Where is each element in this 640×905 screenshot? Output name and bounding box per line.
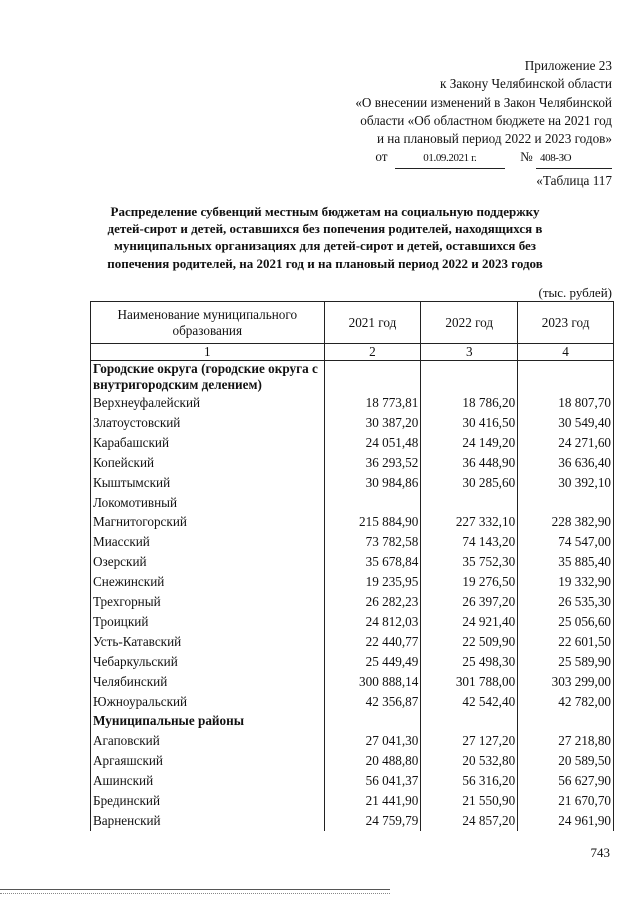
value-2023: 56 627,90 [518,771,614,791]
value-2022: 27 127,20 [421,731,518,751]
law-reference: «О внесении изменений в Закон Челябинской [355,94,612,110]
value-2021: 20 488,80 [324,751,421,771]
value-2023: 22 601,50 [518,632,614,652]
section-title: Городские округа (городские округа с внутригородским делением) [91,361,325,394]
municipality-name: Магнитогорский [91,512,325,532]
value-2022: 25 498,30 [421,652,518,672]
municipality-name: Чебаркульский [91,652,325,672]
municipality-name: Брединский [91,791,325,811]
units-label: (тыс. рублей) [538,285,612,300]
column-number: 3 [421,344,518,361]
law-reference: и на плановый период 2022 и 2023 годов» [376,131,612,147]
municipality-name: Троицкий [91,612,325,632]
law-number: 408-ЗО [536,149,612,168]
subvention-table [90,301,614,831]
table-row [91,811,614,831]
table-row [91,572,614,592]
value-2021: 35 678,84 [324,552,421,572]
value-2021: 24 812,03 [324,612,421,632]
value-2023: 26 535,30 [518,592,614,612]
column-header-2022: 2022 год [421,302,518,344]
municipality-name: Челябинский [91,672,325,692]
value-2022: 227 332,10 [421,512,518,532]
table-row [91,692,614,712]
value-2022: 56 316,20 [421,771,518,791]
column-number: 2 [324,344,421,361]
value-2021: 30 387,20 [324,413,421,433]
municipality-name: Агаповский [91,731,325,751]
value-2021: 300 888,14 [324,672,421,692]
value-2023: 20 589,50 [518,751,614,771]
table-row [91,632,614,652]
appendix-label: Приложение 23 [524,58,612,73]
column-number-row [91,344,614,361]
municipality-name: Аргаяшский [91,751,325,771]
value-2023: 25 056,60 [518,612,614,632]
table-row [91,552,614,572]
section-title: Муниципальные районы [91,712,325,732]
value-2023: 42 782,00 [518,692,614,712]
value-2022 [421,493,518,513]
section-row [91,712,614,732]
law-reference: к Закону Челябинской области [440,76,612,92]
municipality-name: Южноуральский [91,692,325,712]
value-2021: 73 782,58 [324,532,421,552]
column-number: 1 [91,344,325,361]
value-2021: 24 759,79 [324,811,421,831]
table-row [91,393,614,413]
page-number: 743 [590,845,610,860]
table-row [91,592,614,612]
value-2021: 42 356,87 [324,692,421,712]
municipality-name: Трехгорный [91,592,325,612]
table-row [91,672,614,692]
value-2022: 74 143,20 [421,532,518,552]
value-2022: 18 786,20 [421,393,518,413]
value-2023: 74 547,00 [518,532,614,552]
value-2021: 24 051,48 [324,433,421,453]
value-2023: 30 392,10 [518,473,614,493]
footer-rule [0,889,390,890]
value-2021: 21 441,90 [324,791,421,811]
value-2022: 26 397,20 [421,592,518,612]
value-2023: 30 549,40 [518,413,614,433]
section-row [91,361,614,394]
value-2023: 24 961,90 [518,811,614,831]
municipality-name: Варненский [91,811,325,831]
table-row [91,493,614,513]
value-2022: 42 542,40 [421,692,518,712]
municipality-name: Ашинский [91,771,325,791]
value-2022: 35 752,30 [421,552,518,572]
table-row [91,473,614,493]
value-2022: 24 857,20 [421,811,518,831]
value-2021: 27 041,30 [324,731,421,751]
value-2021: 25 449,49 [324,652,421,672]
municipality-name: Усть-Катавский [91,632,325,652]
value-2023: 27 218,80 [518,731,614,751]
table-header-row [91,302,614,344]
table-row [91,652,614,672]
municipality-name: Миасский [91,532,325,552]
table-row [91,433,614,453]
value-2021: 30 984,86 [324,473,421,493]
municipality-name: Верхнеуфалейский [91,393,325,413]
value-2021 [324,493,421,513]
value-2022: 36 448,90 [421,453,518,473]
value-2022: 30 416,50 [421,413,518,433]
municipality-name: Копейский [91,453,325,473]
value-2022: 24 149,20 [421,433,518,453]
table-row [91,453,614,473]
value-2023: 25 589,90 [518,652,614,672]
table-row [91,791,614,811]
table-row [91,731,614,751]
value-2022: 20 532,80 [421,751,518,771]
table-row [91,751,614,771]
table-row [91,413,614,433]
column-number: 4 [518,344,614,361]
municipality-name: Озерский [91,552,325,572]
value-2023 [518,493,614,513]
law-date: 01.09.2021 г. [395,149,505,168]
value-2023: 19 332,90 [518,572,614,592]
table-row [91,512,614,532]
value-2021: 18 773,81 [324,393,421,413]
table-row [91,771,614,791]
value-2021: 22 440,77 [324,632,421,652]
value-2023: 21 670,70 [518,791,614,811]
municipality-name: Снежинский [91,572,325,592]
municipality-name: Кыштымский [91,473,325,493]
value-2023: 35 885,40 [518,552,614,572]
value-2023: 303 299,00 [518,672,614,692]
value-2023: 24 271,60 [518,433,614,453]
table-label: «Таблица 117 [536,173,612,188]
municipality-name: Локомотивный [91,493,325,513]
column-header-name: Наименование муниципального образования [91,302,325,344]
value-2022: 22 509,90 [421,632,518,652]
municipality-name: Карабашский [91,433,325,453]
value-2022: 301 788,00 [421,672,518,692]
column-header-2021: 2021 год [324,302,421,344]
value-2021: 56 041,37 [324,771,421,791]
page-title: Распределение субвенций местным бюджетам на социальную поддержку детей-сирот и детей, оставшихся без попечения родителей, находящихся в муниципальных организациях для детей-сирот и детей, оставшихся без попечения родителей, на 2021 год и на плановый период 2022 и 2023 годов [107,204,543,271]
footer-rule [0,893,390,894]
value-2022: 24 921,40 [421,612,518,632]
value-2021: 19 235,95 [324,572,421,592]
municipality-name: Златоустовский [91,413,325,433]
table-row [91,532,614,552]
table-row [91,612,614,632]
value-2022: 19 276,50 [421,572,518,592]
value-2023: 228 382,90 [518,512,614,532]
number-label: № [520,149,533,165]
value-2022: 30 285,60 [421,473,518,493]
value-2021: 36 293,52 [324,453,421,473]
date-number-line [375,148,612,168]
document-header [355,57,612,169]
value-2023: 18 807,70 [518,393,614,413]
value-2022: 21 550,90 [421,791,518,811]
value-2021: 26 282,23 [324,592,421,612]
value-2023: 36 636,40 [518,453,614,473]
from-label: от [375,149,388,165]
value-2021: 215 884,90 [324,512,421,532]
law-reference: области «Об областном бюджете на 2021 год [360,112,612,128]
column-header-2023: 2023 год [518,302,614,344]
